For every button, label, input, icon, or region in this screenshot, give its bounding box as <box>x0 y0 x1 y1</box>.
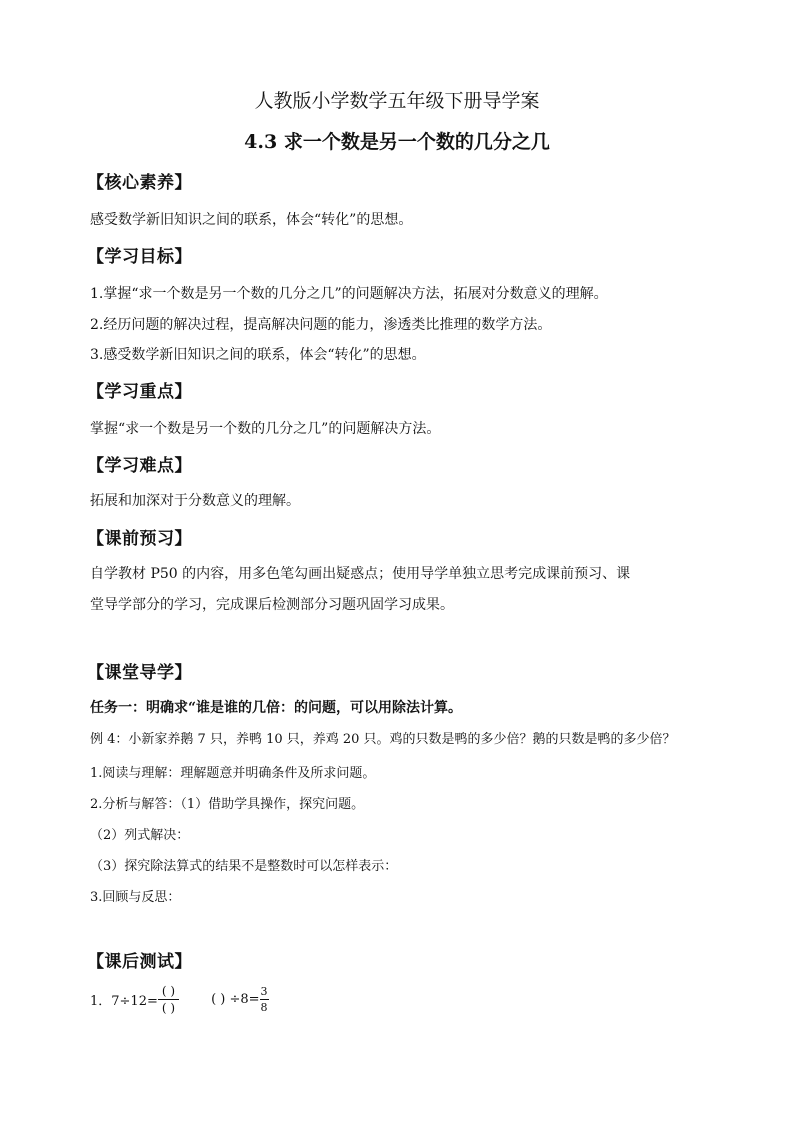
preview-heading: 【课前预习】 <box>87 529 192 549</box>
document-title: 人教版小学数学五年级下册导学案 <box>254 90 540 112</box>
q2-prefix: ( ) ÷8= <box>211 992 260 1007</box>
difficulty-text: 拓展和加深对于分数意义的理解。 <box>90 493 300 509</box>
step-2: 2.分析与解答：（1）借助学具操作，探究问题。 <box>90 797 365 812</box>
key-heading: 【学习重点】 <box>87 382 192 402</box>
guide-heading: 【课堂导学】 <box>87 663 192 683</box>
preview-line-1: 自学教材 P50 的内容，用多色笔勾画出疑惑点；使用导学单独立思考完成课前预习、课 <box>90 566 631 582</box>
key-text: 掌握“求一个数是另一个数的几分之几”的问题解决方法。 <box>90 421 441 437</box>
goal-item-3: 3.感受数学新旧知识之间的联系，体会“转化”的思想。 <box>90 347 426 363</box>
q2-numerator: 3 <box>260 985 268 998</box>
core-heading: 【核心素养】 <box>87 173 192 193</box>
step-1: 1.阅读与理解：理解题意并明确条件及所求问题。 <box>90 766 376 781</box>
core-text: 感受数学新旧知识之间的联系，体会“转化”的思想。 <box>90 212 413 228</box>
difficulty-heading: 【学习难点】 <box>87 456 192 476</box>
goal-item-2: 2.经历问题的解决过程，提高解决问题的能力，渗透类比推理的数学方法。 <box>90 317 552 333</box>
example-4: 例 4：小新家养鹅 7 只，养鸭 10 只，养鸡 20 只。鸡的只数是鸭的多少倍？鹅的只数是鸭的多少倍？ <box>90 732 676 747</box>
test-heading: 【课后测试】 <box>87 952 192 972</box>
lesson-title: 4.3 求一个数是另一个数的几分之几 <box>244 131 550 153</box>
q1-numerator-blank: ( ) <box>161 984 176 998</box>
preview-line-2: 堂导学部分的学习，完成课后检测部分习题巩固学习成果。 <box>90 597 454 613</box>
fraction-bar <box>260 999 269 1000</box>
q1-denominator-blank: ( ) <box>161 1001 176 1015</box>
goals-heading: 【学习目标】 <box>87 247 192 267</box>
step-3: 3.回顾与反思： <box>90 890 181 905</box>
q1-fraction <box>158 985 179 1014</box>
step-2-sub-3: （3）探究除法算式的结果不是整数时可以怎样表示： <box>90 859 398 874</box>
q1-prefix: 1．7÷12= <box>90 994 158 1009</box>
q2-fraction <box>260 986 269 1013</box>
step-2-sub-2: （2）列式解决： <box>90 828 190 843</box>
goal-item-1: 1.掌握“求一个数是另一个数的几分之几”的问题解决方法，拓展对分数意义的理解。 <box>90 286 608 302</box>
fraction-bar <box>158 999 179 1000</box>
test-question-1 <box>90 985 269 1014</box>
task-one: 任务一：明确求“谁是谁的几倍：的问题，可以用除法计算。 <box>90 700 463 716</box>
q2-denominator: 8 <box>260 1001 268 1014</box>
